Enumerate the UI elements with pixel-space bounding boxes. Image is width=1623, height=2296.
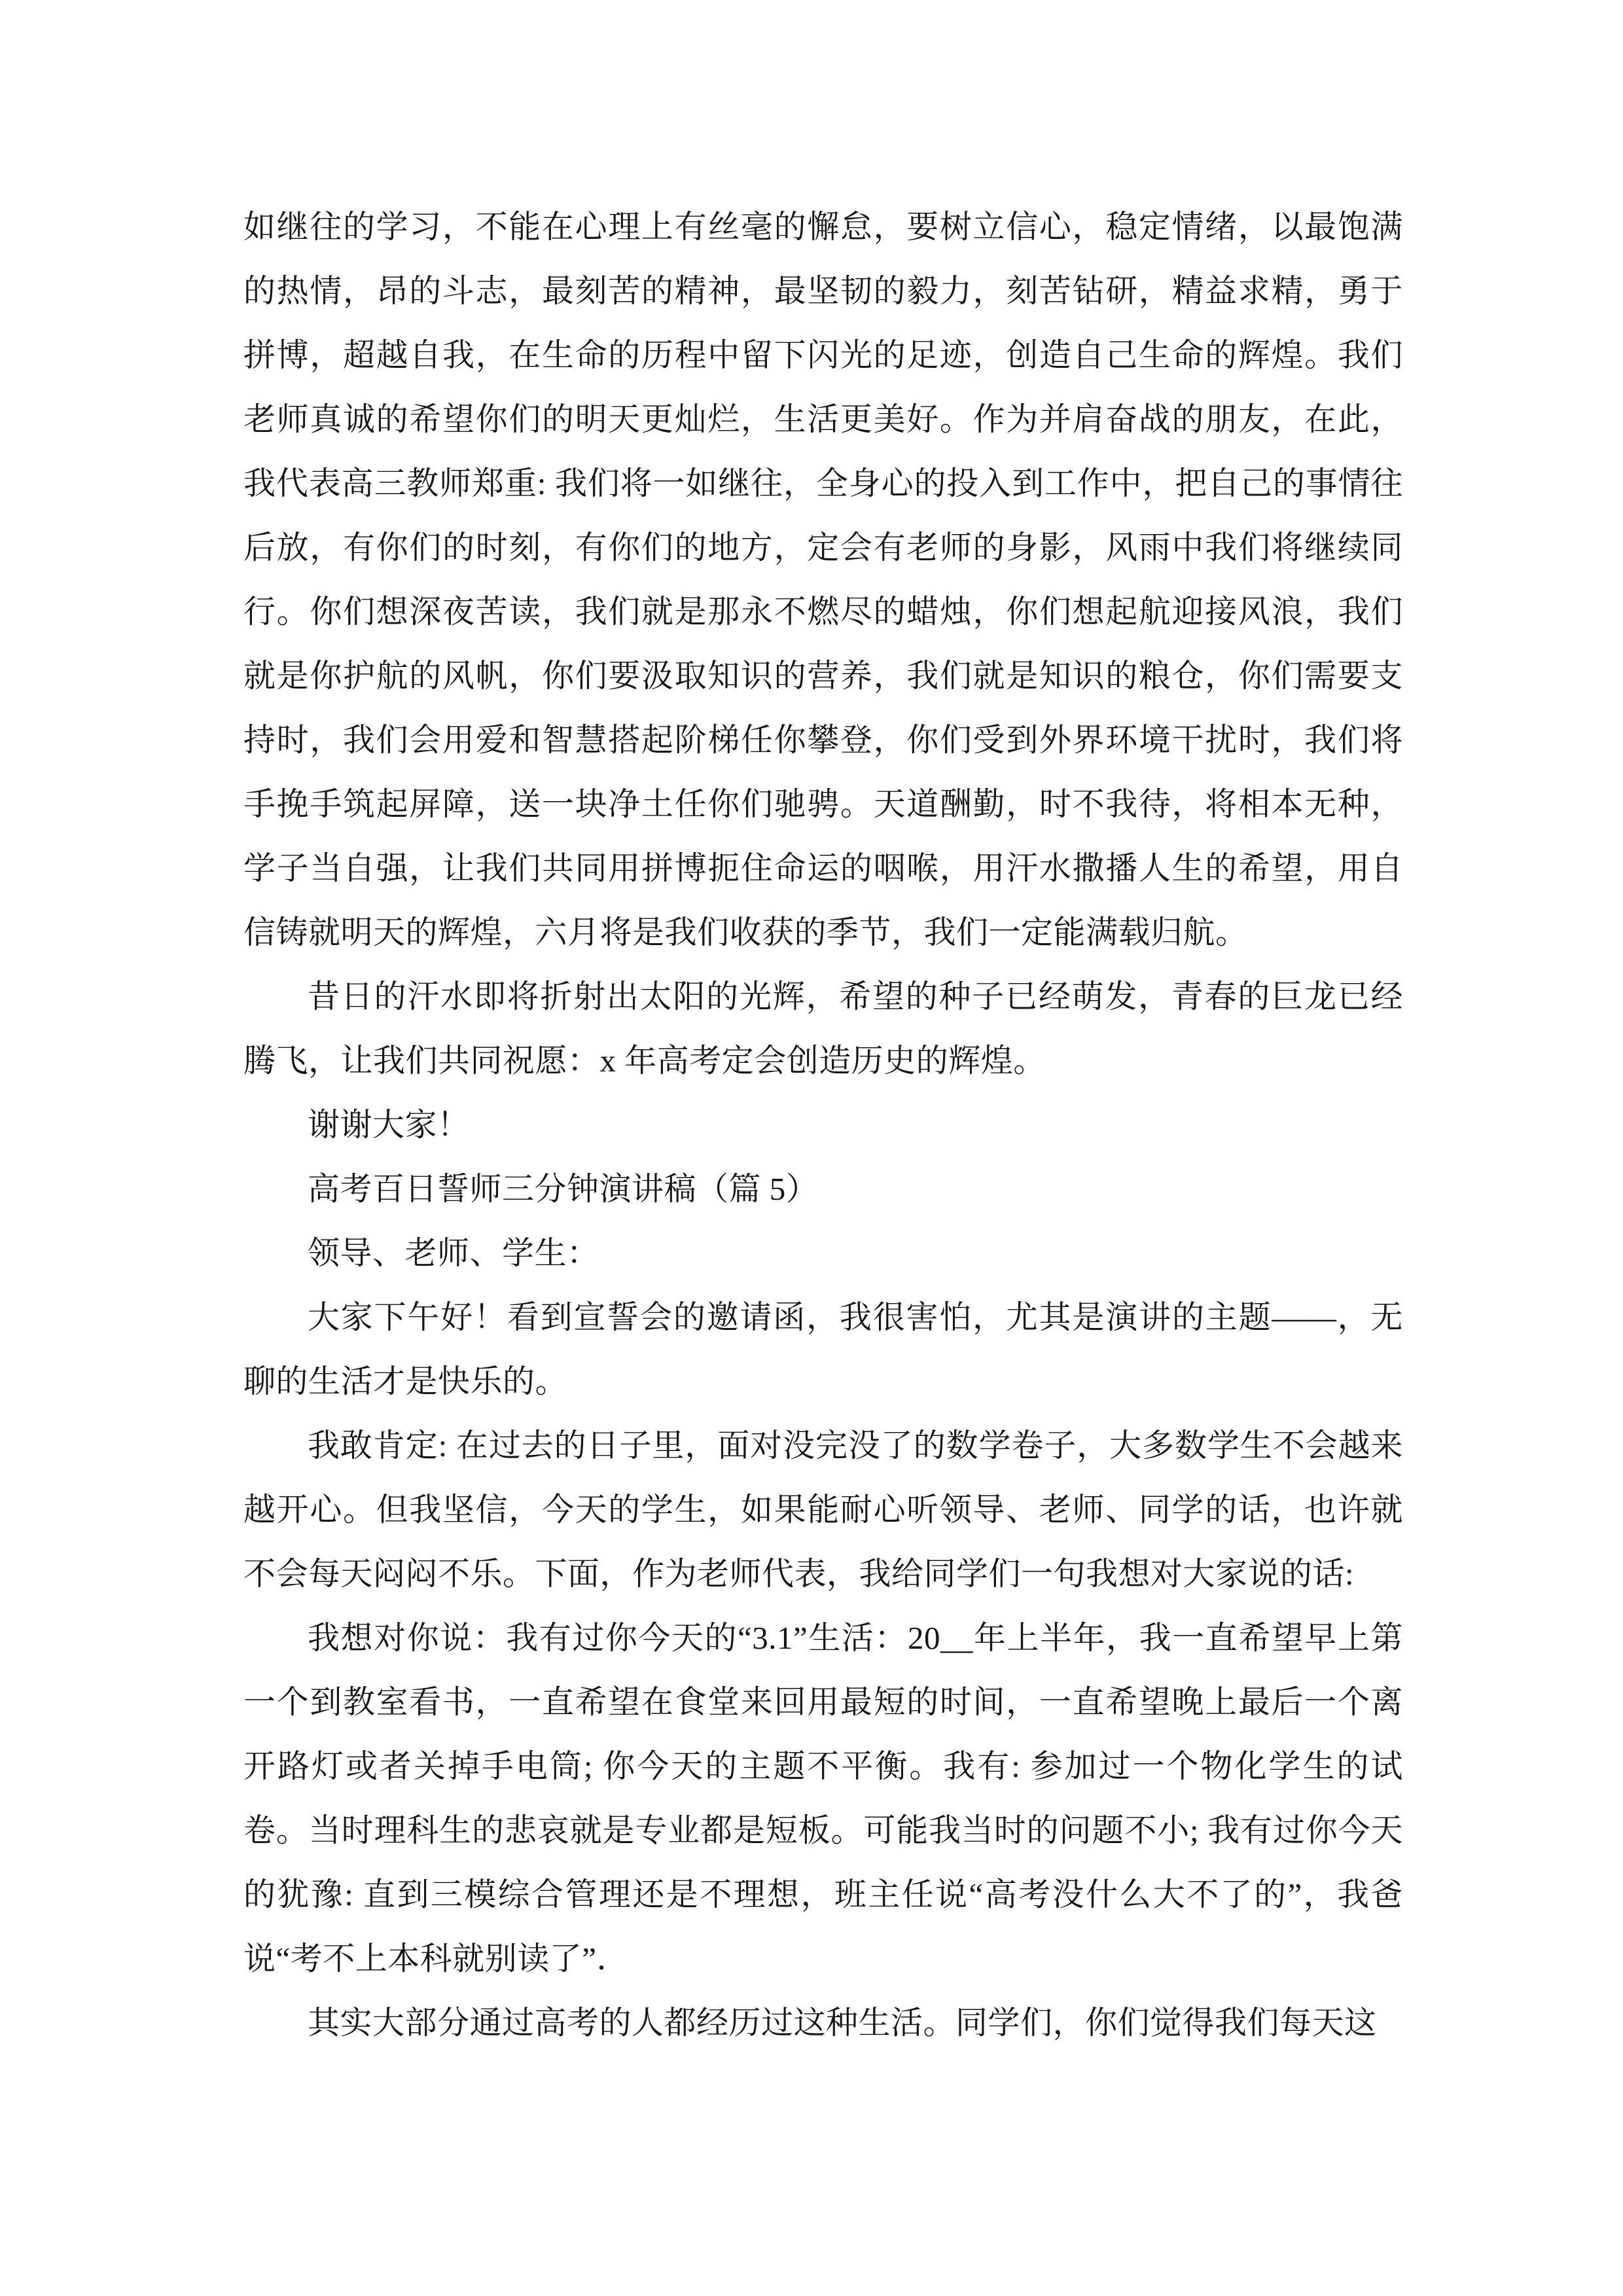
paragraph: 谢谢大家！ — [308, 1107, 470, 1143]
document-text-block — [243, 195, 1403, 2055]
paragraph: 如继往的学习，不能在心理上有丝毫的懈怠，要树立信心，稳定情绪，以最饱满的热情，昂的斗志，最刻苦的精神，最坚韧的毅力，刻苦钻研，精益求精，勇于拼博，超越自我，在生命的历程中留下闪光的足迹，创造自己生命的辉煌。我们老师真诚的希望你们的明天更灿烂，生活更美好。作为并肩奋战的朋友，在此，我代表高三教师郑重: 我们将一如继往，全身心的投入到工作中，把自己的事情往后放，有你们的时刻，有你们的地方，定会有老师的身影，风雨中我们将继续同行。你们想深夜苦读，我们就是那永不燃尽的蜡烛，你们想起航迎接风浪，我们就是你护航的风帆，你们要汲取知识的营养，我们就是知识的粮仓，你们需要支持时，我们会用爱和智慧搭起阶梯任你攀登，你们受到外界环境干扰时，我们将手挽手筑起屏障，送一块净土任你们驰骋。天道酬勤，时不我待，将相本无种，学子当自强，让我们共同用拼博扼住命运的咽喉，用汗水撒播人生的希望，用自信铸就明天的辉煌，六月将是我们收获的季节，我们一定能满载归航。 — [243, 209, 1403, 950]
paragraph: 昔日的汗水即将折射出太阳的光辉，希望的种子已经萌发，青春的巨龙已经腾飞，让我们共同祝愿：x 年高考定会创造历史的辉煌。 — [243, 978, 1403, 1079]
paragraph: 大家下午好！看到宣誓会的邀请函，我很害怕，尤其是演讲的主题——，无聊的生活才是快乐的。 — [243, 1299, 1403, 1399]
paragraph: 我想对你说：我有过你今天的“3.1”生活：20__年上半年，我一直希望早上第一个到教室看书，一直希望在食堂来回用最短的时间，一直希望晚上最后一个离开路灯或者关掉手电筒; 你今天的主题不平衡。我有: 参加过一个物化学生的试卷。当时理科生的悲哀就是专业都是短板。可能我当时的问题不小; 我有过你今天的犹豫: 直到三模综合管理还是不理想，班主任说“高考没什么大不了的”，我爸说“考不上本科就别读了”． — [243, 1620, 1403, 1977]
paragraph-salutation: 领导、老师、学生： — [308, 1235, 599, 1271]
paragraph: 我敢肯定: 在过去的日子里，面对没完没了的数学卷子，大多数学生不会越来越开心。但我坚信，今天的学生，如果能耐心听领导、老师、同学的话，也许就不会每天闷闷不乐。下面，作为老师代表，我给同学们一句我想对大家说的话: — [243, 1427, 1403, 1592]
paragraph: 其实大部分通过高考的人都经历过这种生活。同学们，你们觉得我们每天这 — [308, 2005, 1377, 2041]
paragraph-section-title: 高考百日誓师三分钟演讲稿（篇 5） — [308, 1171, 819, 1207]
